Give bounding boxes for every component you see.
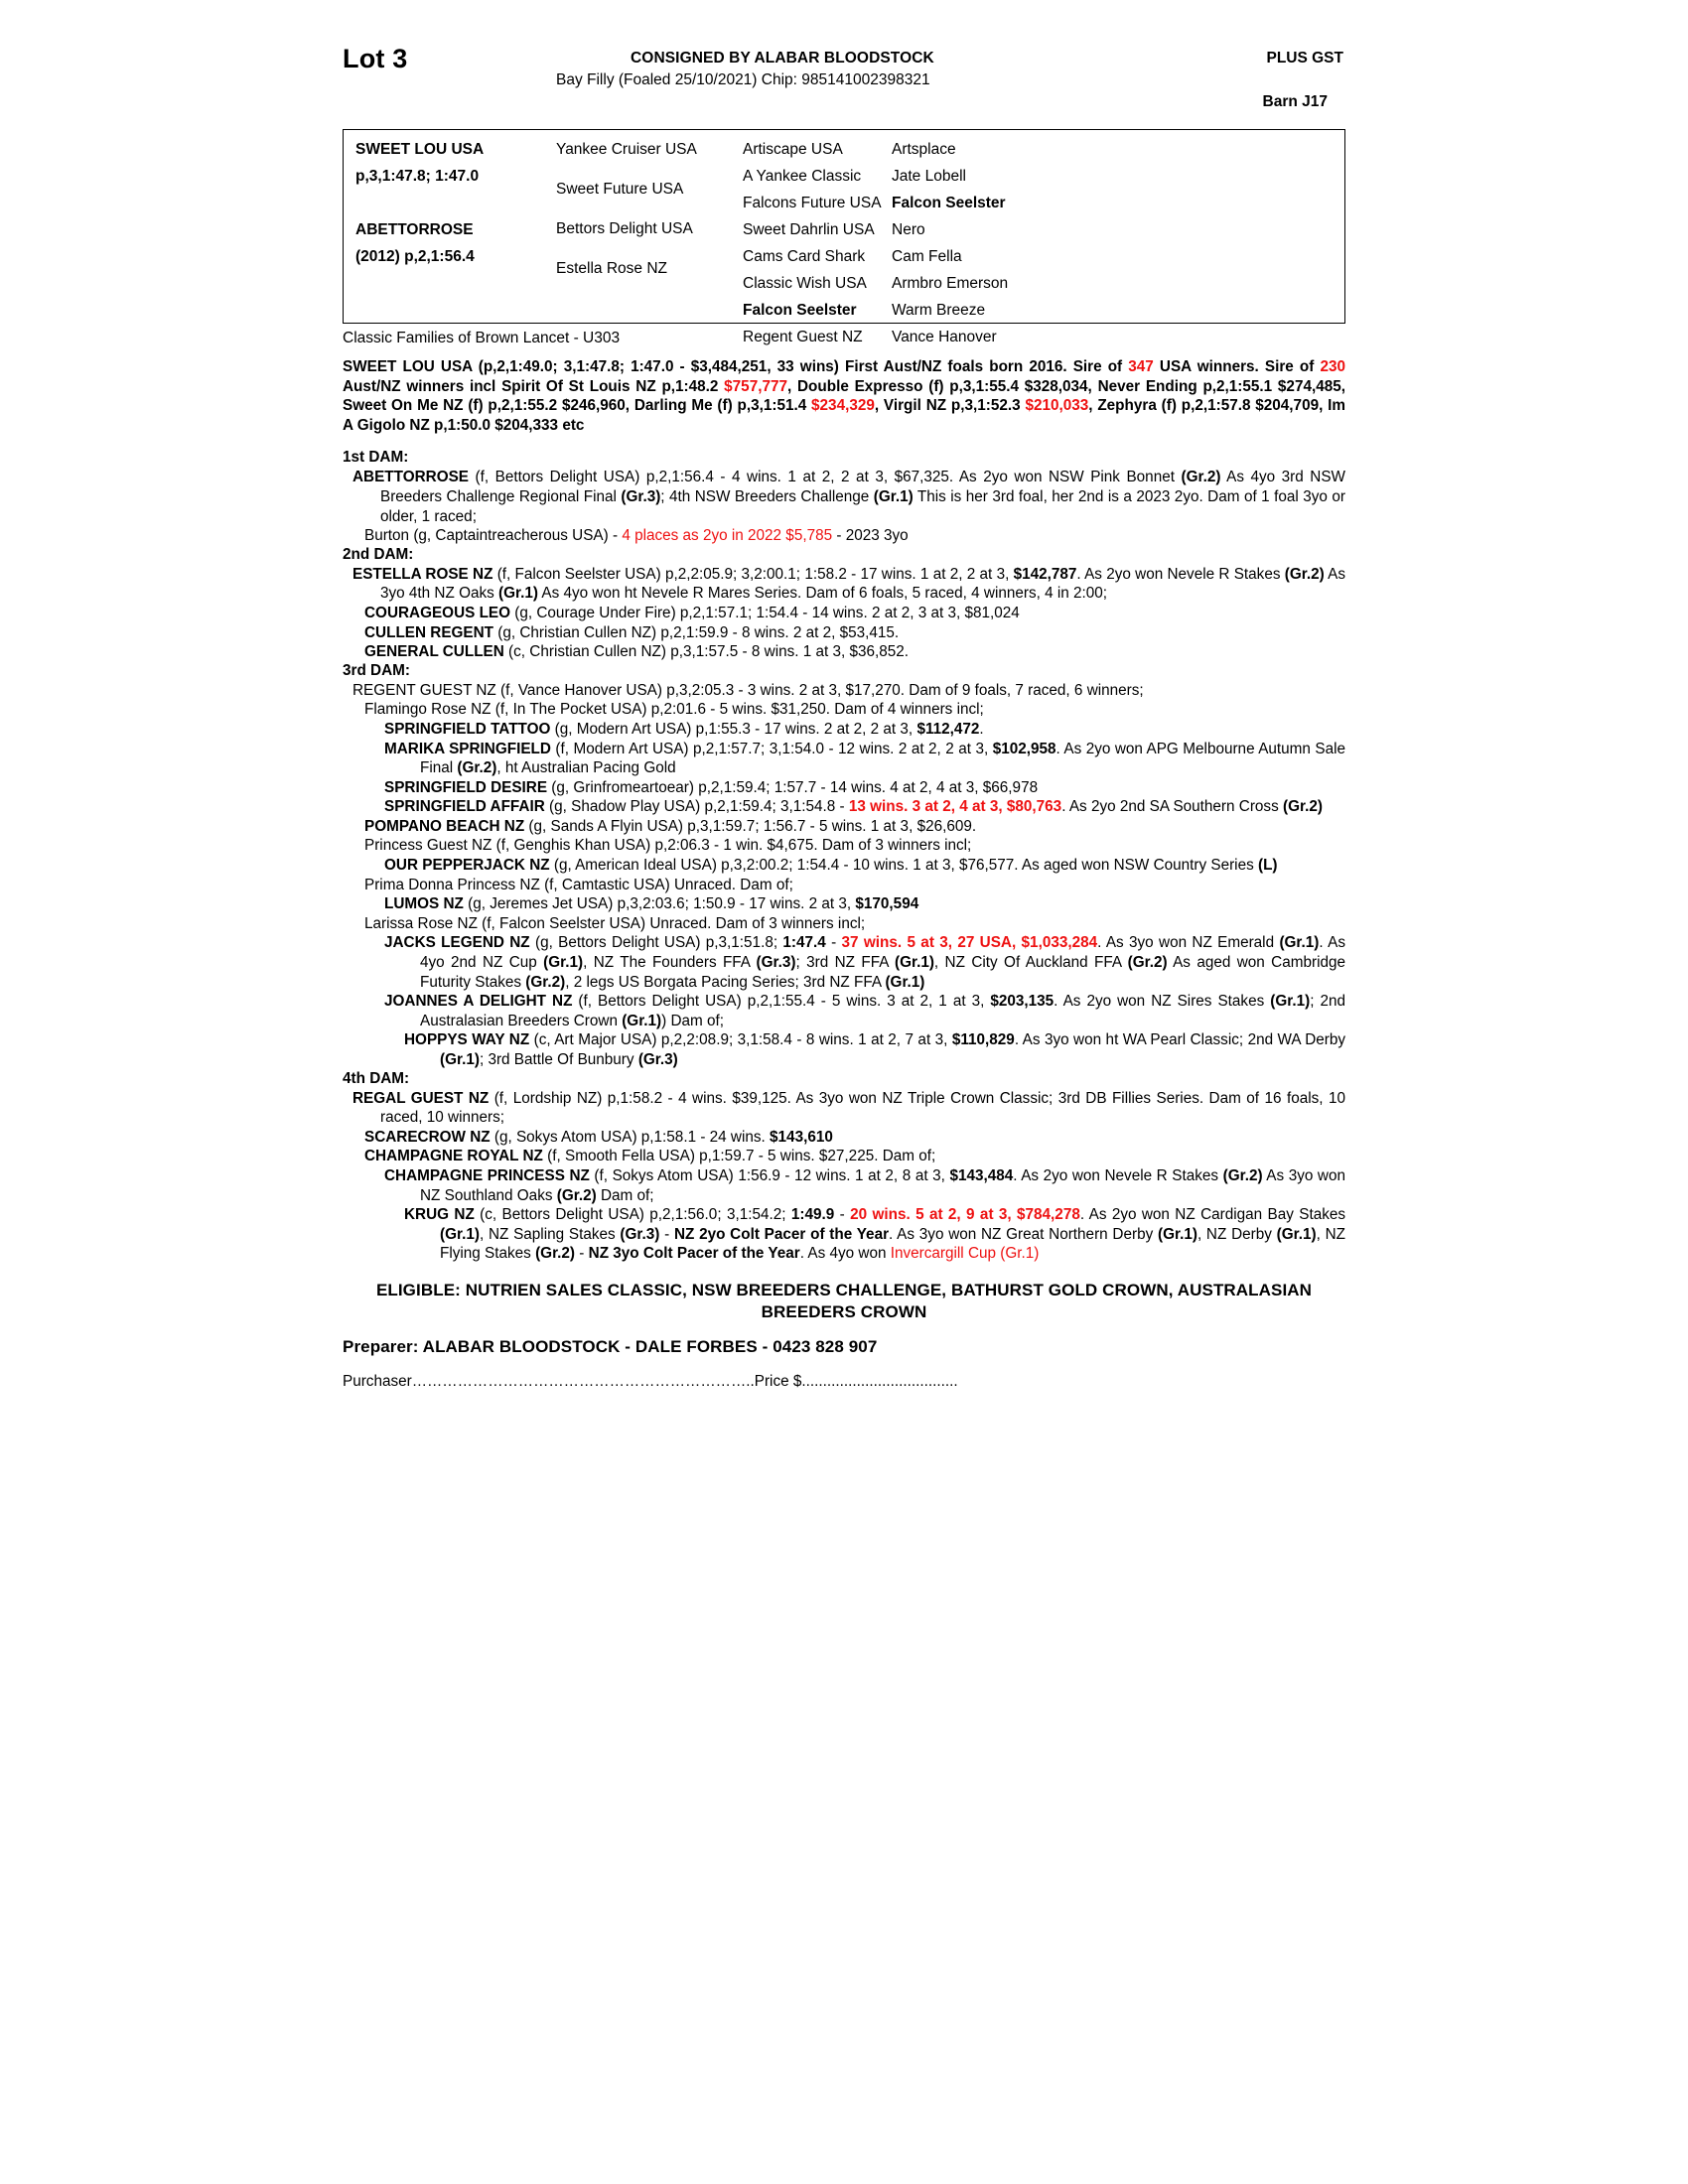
- lot-number: Lot 3: [343, 44, 408, 73]
- race-time: 1:47.4: [782, 934, 826, 952]
- progeny-name: SCARECROW NZ: [364, 1128, 491, 1146]
- grade-tag: (Gr.1): [622, 1012, 662, 1029]
- second-dam-text-c: As 3yo 4th NZ Oaks: [380, 565, 1345, 603]
- progeny-text-a: (f, Sokys Atom USA) 1:56.9 - 12 wins. 1 at 2, 8 at 3,: [589, 1166, 950, 1184]
- second-dam-progeny: [343, 604, 1345, 623]
- fourth-dam-progeny: [343, 1147, 1345, 1166]
- progeny-name: POMPANO BEACH NZ: [364, 817, 525, 835]
- fourth-dam-name: REGAL GUEST NZ: [352, 1089, 490, 1107]
- first-dam-entry: [343, 468, 1345, 526]
- third-dam-progeny: [343, 797, 1345, 817]
- grade-tag: (Gr.1): [894, 954, 934, 972]
- progeny-name: JACKS LEGEND NZ: [384, 934, 530, 952]
- progeny-text-d: , NZ Sapling Stakes: [479, 1225, 621, 1243]
- award-title: NZ 3yo Colt Pacer of the Year: [588, 1245, 800, 1263]
- pedigree-cell: Armbro Emerson: [892, 275, 1009, 292]
- progeny-highlight: 20 wins. 5 at 2, 9 at 3, $784,278: [850, 1206, 1080, 1224]
- second-dam-progeny: [343, 623, 1345, 643]
- third-dam-progeny-larissa: Larissa Rose NZ (f, Falcon Seelster USA) Unraced. Dam of 3 winners incl;: [364, 914, 866, 932]
- dam-name: ABETTORROSE: [355, 221, 474, 238]
- progeny-name: SPRINGFIELD AFFAIR: [384, 798, 545, 816]
- preparer-line: Preparer: ALABAR BLOODSTOCK - DALE FORBES - 0423 828 907: [343, 1336, 878, 1356]
- sire-text-1: SWEET LOU USA (p,2,1:49.0; 3,1:47.8; 1:47.0 - $3,484,251, 33 wins) First Aust/NZ foals born 2016. Sire of: [343, 358, 1129, 375]
- second-dam-name: ESTELLA ROSE NZ: [352, 565, 493, 583]
- progeny-name: JOANNES A DELIGHT NZ: [384, 993, 573, 1011]
- pedigree-cell: Regent Guest NZ: [743, 329, 863, 345]
- progeny-highlight: 13 wins. 3 at 2, 4 at 3, $80,763: [848, 798, 1062, 816]
- progeny-text-a: (f, Bettors Delight USA) p,2,1:55.4 - 5 wins. 3 at 2, 1 at 3,: [572, 993, 991, 1011]
- third-dam-progeny-prima: Prima Donna Princess NZ (f, Camtastic USA) Unraced. Dam of;: [364, 876, 793, 893]
- grade-tag: (Gr.1): [543, 954, 584, 972]
- sire-stat-2: 230: [1320, 358, 1345, 375]
- progeny-text-a: (g, Jeremes Jet USA) p,3,2:03.6; 1:50.9 - 17 wins. 2 at 3,: [463, 895, 856, 913]
- pedigree-cell: A Yankee Classic: [743, 168, 862, 185]
- earnings: $170,594: [855, 895, 919, 913]
- sire-name: SWEET LOU USA: [355, 141, 485, 158]
- progeny-text: (g, Christian Cullen NZ) p,2,1:59.9 - 8 wins. 2 at 2, $53,415.: [493, 623, 900, 641]
- grade-tag: (Gr.1): [440, 1225, 480, 1243]
- grade-tag: (Gr.1): [498, 585, 538, 603]
- sire-stat-3: $757,777: [724, 377, 787, 395]
- progeny-name: SPRINGFIELD DESIRE: [384, 778, 548, 796]
- grade-tag: (Gr.2): [525, 973, 566, 991]
- sire-text-3: Aust/NZ winners incl Spirit Of St Louis NZ p,1:48.2: [343, 377, 725, 395]
- fourth-dam-text: (f, Lordship NZ) p,1:58.2 - 4 wins. $39,125. As 3yo won NZ Triple Crown Classic; 3rd DB Fillies Series. Dam of 16 foals, 10 raced, 10 winners;: [380, 1089, 1345, 1127]
- third-dam-progeny: [343, 992, 1345, 1030]
- grade-tag: (Gr.1): [1276, 1225, 1317, 1243]
- third-dam-progeny: [343, 856, 1345, 876]
- progeny-text-a: (g, Modern Art USA) p,1:55.3 - 17 wins. 2 at 2, 2 at 3,: [550, 720, 917, 738]
- family-line: Classic Families of Brown Lancet - U303: [343, 330, 621, 346]
- third-dam-progeny: [343, 817, 1345, 837]
- consignor-title: CONSIGNED BY ALABAR BLOODSTOCK: [631, 50, 934, 67]
- progeny-text-e: , NZ The Founders FFA: [583, 954, 757, 972]
- pedigree-cell: Yankee Cruiser USA: [556, 141, 697, 158]
- progeny-text: (g, Grinfromeartoear) p,2,1:59.4; 1:57.7 - 14 wins. 4 at 2, 4 at 3, $66,978: [547, 778, 1039, 796]
- grade-tag: (Gr.1): [440, 1051, 480, 1068]
- pedigree-cell: Vance Hanover: [892, 329, 997, 345]
- progeny-text-h: As aged won Cambridge Futurity Stakes: [420, 954, 1345, 991]
- progeny-text-b: . As 2yo 2nd SA Southern Cross: [1061, 798, 1283, 816]
- second-dam-progeny: [343, 642, 1345, 662]
- progeny-text-g: , NZ Derby: [1196, 1225, 1277, 1243]
- progeny-name: CHAMPAGNE ROYAL NZ: [364, 1148, 543, 1165]
- dam-record: (2012) p,2,1:56.4: [355, 248, 475, 265]
- earnings: $110,829: [951, 1031, 1015, 1049]
- pedigree-cell: Classic Wish USA: [743, 275, 867, 292]
- progeny-name: SPRINGFIELD TATTOO: [384, 720, 551, 738]
- progeny-name: CULLEN REGENT: [364, 623, 494, 641]
- pedigree-column-sire-dam: [355, 136, 554, 270]
- race-time: 1:49.9: [790, 1206, 835, 1224]
- pedigree-cell: Cams Card Shark: [743, 248, 866, 265]
- sire-record: p,3,1:47.8; 1:47.0: [355, 168, 480, 185]
- progeny-text-a: Burton (g, Captaintreacherous USA) -: [364, 527, 623, 545]
- fourth-dam-progeny: [343, 1166, 1345, 1205]
- grade-tag: (Gr.2): [457, 759, 497, 777]
- progeny-text-b: . As 2yo won NZ Sires Stakes: [1054, 993, 1271, 1011]
- fourth-dam-progeny: [343, 1128, 1345, 1148]
- grade-tag: (Gr.2): [1127, 954, 1168, 972]
- pedigree-cell: Falcons Future USA: [743, 195, 882, 211]
- fourth-dam-heading: 4th DAM:: [343, 1069, 410, 1087]
- sire-paragraph: [343, 357, 1345, 435]
- sire-stat-5: $210,033: [1025, 397, 1089, 415]
- progeny-text-a: (g, Sokys Atom USA) p,1:58.1 - 24 wins.: [490, 1128, 771, 1146]
- third-dam-progeny-flamingo: Flamingo Rose NZ (f, In The Pocket USA) p,2:01.6 - 5 wins. $31,250. Dam of 4 winners incl;: [364, 701, 984, 719]
- progeny-text-c: . As 3yo won NZ Emerald: [1097, 934, 1280, 952]
- pedigree-cell: Sweet Future USA: [556, 181, 684, 198]
- fourth-dam-progeny: [343, 1205, 1345, 1264]
- first-dam-heading: 1st DAM:: [343, 449, 409, 467]
- progeny-text-b: .: [979, 720, 984, 738]
- eligible-series: ELIGIBLE: NUTRIEN SALES CLASSIC, NSW BREEDERS CHALLENGE, BATHURST GOLD CROWN, AUSTRALASIAN BREEDERS CROWN: [375, 1280, 1313, 1321]
- progeny-text-b: . As 2yo won APG Melbourne Autumn Sale Final: [420, 740, 1345, 777]
- page-header: [343, 40, 1345, 125]
- earnings: $102,958: [992, 740, 1056, 757]
- grade-tag: (Gr.2): [1181, 469, 1221, 486]
- progeny-text: (g, Courage Under Fire) p,2,1:57.1; 1:54.4 - 14 wins. 2 at 2, 3 at 3, $81,024: [510, 604, 1020, 621]
- progeny-text-c: . As 2yo won NZ Cardigan Bay Stakes: [1079, 1206, 1346, 1224]
- grade-tag: (Gr.1): [873, 487, 914, 505]
- progeny-text-g: , NZ City Of Auckland FFA: [933, 954, 1128, 972]
- sire-stat-1: 347: [1128, 358, 1154, 375]
- progeny-name: MARIKA SPRINGFIELD: [384, 740, 551, 757]
- second-dam-entry: [343, 565, 1345, 604]
- grade-tag: (Gr.3): [621, 487, 661, 505]
- earnings: $143,610: [770, 1128, 833, 1146]
- progeny-text-i: , 2 legs US Borgata Pacing Series; 3rd NZ FFA: [565, 973, 886, 991]
- earnings: $112,472: [916, 720, 980, 738]
- progeny-text-c: ; 2nd Australasian Breeders Crown: [420, 993, 1345, 1029]
- grade-tag: (Gr.2): [1282, 798, 1323, 816]
- pedigree-cell: Bettors Delight USA: [556, 220, 693, 237]
- second-dam-text-a: (f, Falcon Seelster USA) p,2,2:05.9; 3,2:00.1; 1:58.2 - 17 wins. 1 at 2, 2 at 3,: [492, 565, 1014, 583]
- progeny-text-a: (f, Modern Art USA) p,2,1:57.7; 3,1:54.0 - 12 wins. 2 at 2, 2 at 3,: [550, 740, 993, 757]
- purchaser-line: Purchaser…………………………………………………………..Price $.....................................: [343, 1372, 958, 1390]
- progeny-text-a: (g, Shadow Play USA) p,2,1:59.4; 3,1:54.8 -: [544, 798, 849, 816]
- progeny-highlight: Invercargill Cup (Gr.1): [890, 1245, 1040, 1263]
- progeny-text-d: ) Dam of;: [661, 1012, 725, 1029]
- progeny-name: OUR PEPPERJACK NZ: [384, 857, 550, 875]
- third-dam-progeny: [343, 1030, 1345, 1069]
- grade-tag: (L): [1257, 857, 1278, 875]
- first-dam-progeny-burton: [343, 526, 1345, 546]
- progeny-text-a: (g, American Ideal USA) p,3,2:00.2; 1:54.4 - 10 wins. 1 at 3, $76,577. As aged won NSW Country Series: [549, 857, 1258, 875]
- progeny-text-f: . As 3yo won NZ Great Northern Derby: [889, 1225, 1158, 1243]
- grade-tag: (Gr.2): [535, 1245, 576, 1263]
- pedigree-cell: Jate Lobell: [892, 168, 966, 185]
- progeny-text-j: . As 4yo won: [799, 1245, 891, 1263]
- pedigree-cell: Artiscape USA: [743, 141, 843, 158]
- third-dam-progeny: [343, 894, 1345, 914]
- progeny-text-d: Dam of;: [596, 1186, 654, 1204]
- pedigree-cell: Warm Breeze: [892, 302, 986, 319]
- animal-description: Bay Filly (Foaled 25/10/2021) Chip: 985141002398321: [556, 71, 930, 88]
- progeny-text: (c, Christian Cullen NZ) p,3,1:57.5 - 8 wins. 1 at 3, $36,852.: [503, 643, 910, 661]
- third-dam-progeny: [343, 778, 1345, 798]
- award-title: NZ 2yo Colt Pacer of the Year: [673, 1225, 890, 1243]
- second-dam-text-b: . As 2yo won Nevele R Stakes: [1076, 565, 1285, 583]
- progeny-name: HOPPYS WAY NZ: [404, 1031, 530, 1049]
- progeny-name: GENERAL CULLEN: [364, 643, 504, 661]
- progeny-name: COURAGEOUS LEO: [364, 604, 511, 621]
- sire-stat-4: $234,329: [811, 397, 875, 415]
- third-dam-progeny: [343, 720, 1345, 740]
- earnings: $203,135: [990, 993, 1055, 1011]
- sire-text-5: , Virgil NZ p,3,1:52.3: [874, 397, 1026, 415]
- progeny-text-b: . As 3yo won ht WA Pearl Classic; 2nd WA Derby: [1014, 1031, 1346, 1049]
- grade-tag: (Gr.1): [1157, 1225, 1197, 1243]
- sire-text-6: , Zephyra (f) p,2,1:57.8 $204,709, Im A Gigolo NZ p,1:50.0 $204,333 etc: [343, 397, 1345, 434]
- progeny-text-a: (c, Art Major USA) p,2,2:08.9; 3,1:58.4 - 8 wins. 1 at 2, 7 at 3,: [529, 1031, 952, 1049]
- pedigree-cell: Falcon Seelster: [743, 302, 857, 319]
- progeny-text-e: -: [659, 1225, 674, 1243]
- progeny-highlight: 37 wins. 5 at 3, 27 USA, $1,033,284: [841, 934, 1098, 952]
- barn-label: Barn J17: [1262, 93, 1328, 110]
- grade-tag: (Gr.3): [620, 1225, 660, 1243]
- grade-tag: (Gr.2): [556, 1186, 597, 1204]
- pedigree-cell: Cam Fella: [892, 248, 962, 265]
- progeny-text-b: -: [825, 934, 842, 952]
- third-dam-heading: 3rd DAM:: [343, 661, 410, 679]
- progeny-text-b: . As 2yo won Nevele R Stakes: [1013, 1166, 1223, 1184]
- grade-tag: (Gr.3): [637, 1051, 678, 1068]
- progeny-text: (g, Sands A Flyin USA) p,3,1:59.7; 1:56.7 - 5 wins. 1 at 3, $26,609.: [524, 817, 977, 835]
- progeny-text-d: . As 4yo 2nd NZ Cup: [420, 934, 1345, 972]
- progeny-text-c: , ht Australian Pacing Gold: [496, 759, 676, 777]
- progeny-text-f: ; 3rd NZ FFA: [795, 954, 895, 972]
- first-dam-text-d: This is her 3rd foal, her 2nd is a 2023 2yo. Dam of 1 foal 3yo or older, 1 raced;: [380, 487, 1345, 525]
- first-dam-text-a: (f, Bettors Delight USA) p,2,1:56.4 - 4 wins. 1 at 2, 2 at 3, $67,325. As 2yo won NSW Pink Bonnet: [469, 469, 1182, 486]
- first-dam-text-b: As 4yo 3rd NSW Breeders Challenge Regional Final: [380, 469, 1345, 505]
- pedigree-column-great-grandparents: [743, 136, 892, 350]
- first-dam-name: ABETTORROSE: [352, 469, 470, 486]
- pedigree-cell: Sweet Dahrlin USA: [743, 221, 875, 238]
- progeny-text-h: , NZ Flying Stakes: [440, 1225, 1345, 1263]
- third-dam-progeny-princess: Princess Guest NZ (f, Genghis Khan USA) p,2:06.3 - 1 win. $4,675. Dam of 3 winners incl;: [364, 837, 972, 855]
- third-dam-entry: REGENT GUEST NZ (f, Vance Hanover USA) p,3,2:05.3 - 3 wins. 2 at 3, $17,270. Dam of 9 foals, 7 raced, 6 winners;: [352, 681, 1144, 699]
- progeny-text-c: As 3yo won NZ Southland Oaks: [420, 1166, 1345, 1204]
- grade-tag: (Gr.1): [1270, 993, 1311, 1011]
- grade-tag: (Gr.3): [756, 954, 796, 972]
- progeny-name: LUMOS NZ: [384, 895, 464, 913]
- sire-text-4: , Double Expresso (f) p,3,1:55.4 $328,034, Never Ending p,2,1:55.1 $274,485, Sweet On Me NZ (f) p,2,1:55.2 $246,960, Darling Me (f) p,3,1:51.4: [343, 377, 1345, 415]
- pedigree-cell: Nero: [892, 221, 925, 238]
- first-dam-text-c: ; 4th NSW Breeders Challenge: [660, 487, 874, 505]
- pedigree-cell: Artsplace: [892, 141, 956, 158]
- grade-tag: (Gr.1): [885, 973, 925, 991]
- second-dam-text-d: As 4yo won ht Nevele R Mares Series. Dam of 6 foals, 5 raced, 4 winners, 4 in 2:00;: [537, 585, 1108, 603]
- progeny-text-a: (c, Bettors Delight USA) p,2,1:56.0; 3,1:54.2;: [474, 1206, 791, 1224]
- third-dam-progeny: [343, 740, 1345, 778]
- progeny-text: (f, Smooth Fella USA) p,1:59.7 - 5 wins. $27,225. Dam of;: [542, 1148, 936, 1165]
- progeny-text-b: - 2023 3yo: [832, 527, 909, 545]
- progeny-name: KRUG NZ: [404, 1206, 475, 1224]
- plus-gst-label: PLUS GST: [1266, 50, 1343, 67]
- progeny-text-c: ; 3rd Battle Of Bunbury: [479, 1051, 638, 1068]
- sire-text-2: USA winners. Sire of: [1153, 358, 1321, 375]
- third-dam-progeny: [343, 933, 1345, 992]
- pedigree-column-grandparents: [556, 136, 743, 282]
- pedigree-column-fourth-gen: [892, 136, 1070, 350]
- progeny-highlight: 4 places as 2yo in 2022 $5,785: [622, 527, 833, 545]
- progeny-text-i: -: [575, 1245, 589, 1263]
- progeny-text-b: -: [834, 1206, 851, 1224]
- earnings: $142,787: [1013, 565, 1077, 583]
- catalogue-sheet: [343, 40, 1345, 1391]
- fourth-dam-entry: [343, 1089, 1345, 1128]
- progeny-text-a: (g, Bettors Delight USA) p,3,1:51.8;: [529, 934, 783, 952]
- earnings: $143,484: [949, 1166, 1014, 1184]
- grade-tag: (Gr.2): [1222, 1166, 1263, 1184]
- grade-tag: (Gr.1): [1279, 934, 1320, 952]
- second-dam-heading: 2nd DAM:: [343, 545, 414, 563]
- progeny-name: CHAMPAGNE PRINCESS NZ: [384, 1166, 590, 1184]
- pedigree-cell: Estella Rose NZ: [556, 260, 667, 277]
- grade-tag: (Gr.2): [1284, 565, 1325, 583]
- pedigree-cell: Falcon Seelster: [892, 195, 1006, 211]
